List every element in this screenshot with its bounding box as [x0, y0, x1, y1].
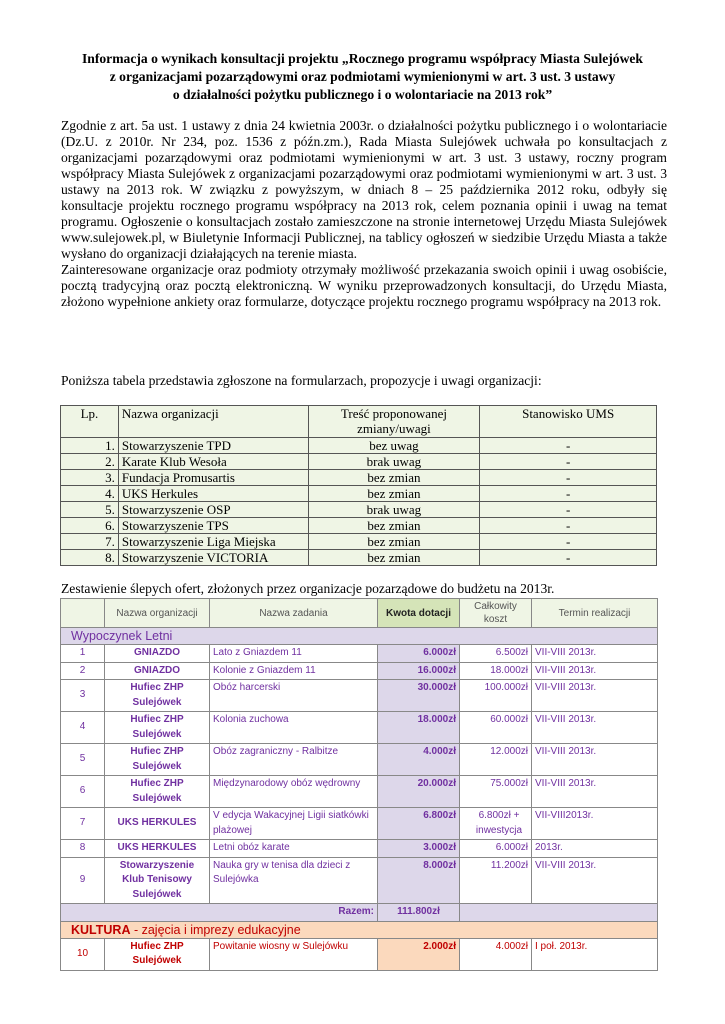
- table-row: [61, 502, 657, 518]
- table-row: [61, 518, 657, 534]
- cell-lp: 5: [61, 744, 105, 776]
- cell-koszt: 75.000zł: [460, 776, 532, 808]
- total-value: 111.800zł: [378, 904, 460, 922]
- header-lp: Lp.: [61, 406, 119, 438]
- cell-org: Karate Klub Wesoła: [118, 454, 308, 470]
- total-row: [61, 904, 658, 922]
- section-row: [61, 628, 658, 645]
- cell-lp: 8: [61, 840, 105, 858]
- title-line-1: Informacja o wynikach konsultacji projektu „Rocznego programu współpracy Miasta Sulejówek: [82, 51, 643, 66]
- table-row: [61, 857, 658, 904]
- total-label: Razem:: [61, 904, 378, 922]
- cell-koszt: 11.200zł: [460, 857, 532, 904]
- cell-lp: 2.: [61, 454, 119, 470]
- document-title: [40, 50, 685, 104]
- cell-termin: VII-VIII 2013r.: [532, 645, 658, 663]
- table-row: [61, 744, 658, 776]
- cell-kwota: 6.800zł: [378, 808, 460, 840]
- paragraph-2: Zainteresowane organizacje oraz podmioty otrzymały możliwość przekazania swoich opinii i uwag osobiście, pocztą tradycyjną oraz pocztą elektroniczną. W wyniku przeprowadzonych konsultacji, do Urzędu Miasta, złożono wypełnione ankiety oraz formularze, dotyczące projektu rocznego programu współpracy na 2013 rok.: [61, 262, 667, 309]
- total-empty: [460, 904, 658, 922]
- cell-lp: 10: [61, 938, 105, 970]
- cell-koszt: 6.500zł: [460, 645, 532, 663]
- cell-zadanie: V edycja Wakacyjnej Ligii siatkówki plażowej: [210, 808, 378, 840]
- cell-lp: 6: [61, 776, 105, 808]
- table-row: [61, 680, 658, 712]
- cell-termin: VII-VIII 2013r.: [532, 857, 658, 904]
- cell-org: Stowarzyszenie TPS: [118, 518, 308, 534]
- cell-stanowisko: -: [480, 502, 657, 518]
- cell-zadanie: Kolonia zuchowa: [210, 712, 378, 744]
- header-lp: [61, 599, 105, 628]
- cell-kwota: 30.000zł: [378, 680, 460, 712]
- cell-org: GNIAZDO: [105, 662, 210, 680]
- cell-tresc: bez zmian: [308, 486, 480, 502]
- section-title: Wypoczynek Letni: [61, 628, 658, 645]
- cell-tresc: brak uwag: [308, 502, 480, 518]
- cell-tresc: bez uwag: [308, 438, 480, 454]
- table1-intro: [61, 373, 667, 389]
- cell-org: UKS Herkules: [118, 486, 308, 502]
- cell-lp: 8.: [61, 550, 119, 566]
- cell-stanowisko: -: [480, 470, 657, 486]
- section-title: [61, 921, 658, 938]
- cell-lp: 5.: [61, 502, 119, 518]
- header-org: Nazwa organizacji: [118, 406, 308, 438]
- cell-org: Stowarzyszenie OSP: [118, 502, 308, 518]
- section-title-rest: - zajęcia i imprezy edukacyjne: [130, 922, 301, 937]
- cell-zadanie: Powitanie wiosny w Sulejówku: [210, 938, 378, 970]
- cell-org: Hufiec ZHP Sulejówek: [105, 776, 210, 808]
- cell-koszt: 100.000zł: [460, 680, 532, 712]
- cell-lp: 3.: [61, 470, 119, 486]
- table-header-row: [61, 406, 657, 438]
- cell-tresc: bez zmian: [308, 550, 480, 566]
- cell-termin: 2013r.: [532, 840, 658, 858]
- table-row: [61, 470, 657, 486]
- cell-zadanie: Obóz zagraniczny - Ralbitze: [210, 744, 378, 776]
- header-tresc: Treść proponowanej zmiany/uwagi: [308, 406, 480, 438]
- cell-lp: 1: [61, 645, 105, 663]
- section-title-bold: KULTURA: [71, 922, 131, 937]
- paragraph-3: Poniższa tabela przedstawia zgłoszone na formularzach, propozycje i uwagi organizacji:: [61, 373, 542, 388]
- section-row: [61, 921, 658, 938]
- table-row: [61, 808, 658, 840]
- cell-kwota: 6.000zł: [378, 645, 460, 663]
- cell-lp: 3: [61, 680, 105, 712]
- table-row: [61, 534, 657, 550]
- cell-stanowisko: -: [480, 534, 657, 550]
- cell-termin: VII-VIII 2013r.: [532, 662, 658, 680]
- cell-org: Stowarzyszenie VICTORIA: [118, 550, 308, 566]
- cell-termin: VII-VIII 2013r.: [532, 744, 658, 776]
- cell-lp: 7: [61, 808, 105, 840]
- cell-tresc: bez zmian: [308, 470, 480, 486]
- cell-termin: VII-VIII2013r.: [532, 808, 658, 840]
- offers-table: [60, 598, 658, 971]
- cell-tresc: bez zmian: [308, 518, 480, 534]
- cell-org: Stowarzyszenie TPD: [118, 438, 308, 454]
- cell-termin: VII-VIII 2013r.: [532, 776, 658, 808]
- cell-lp: 4.: [61, 486, 119, 502]
- cell-zadanie: Obóz harcerski: [210, 680, 378, 712]
- cell-org: UKS HERKULES: [105, 840, 210, 858]
- cell-org: UKS HERKULES: [105, 808, 210, 840]
- cell-zadanie: Międzynarodowy obóz wędrowny: [210, 776, 378, 808]
- cell-org: Hufiec ZHP Sulejówek: [105, 744, 210, 776]
- table-row: [61, 550, 657, 566]
- cell-termin: VII-VIII 2013r.: [532, 680, 658, 712]
- table-header-row: [61, 599, 658, 628]
- cell-tresc: bez zmian: [308, 534, 480, 550]
- cell-koszt: 6.000zł: [460, 840, 532, 858]
- cell-koszt: 60.000zł: [460, 712, 532, 744]
- cell-org: Fundacja Promusartis: [118, 470, 308, 486]
- cell-koszt: 4.000zł: [460, 938, 532, 970]
- table2-caption: Zestawienie ślepych ofert, złożonych przez organizacje pozarządowe do budżetu na 2013r.: [61, 581, 555, 596]
- table-row: [61, 486, 657, 502]
- cell-koszt: 18.000zł: [460, 662, 532, 680]
- cell-zadanie: Lato z Gniazdem 11: [210, 645, 378, 663]
- table-row: [61, 776, 658, 808]
- cell-termin: I poł. 2013r.: [532, 938, 658, 970]
- cell-org: Hufiec ZHP Sulejówek: [105, 712, 210, 744]
- title-line-3: o działalności pożytku publicznego i o wolontariacie na 2013 rok”: [172, 87, 553, 102]
- title-line-2: z organizacjami pozarządowymi oraz podmiotami wymienionymi w art. 3 ust. 3 ustawy: [109, 69, 616, 84]
- table-row: [61, 840, 658, 858]
- cell-tresc: brak uwag: [308, 454, 480, 470]
- cell-termin: VII-VIII 2013r.: [532, 712, 658, 744]
- cell-lp: 9: [61, 857, 105, 904]
- table-row: [61, 438, 657, 454]
- cell-stanowisko: -: [480, 550, 657, 566]
- cell-kwota: 16.000zł: [378, 662, 460, 680]
- intro-text: [61, 118, 667, 310]
- consultation-table: [60, 405, 657, 566]
- cell-lp: 6.: [61, 518, 119, 534]
- cell-lp: 7.: [61, 534, 119, 550]
- cell-stanowisko: -: [480, 518, 657, 534]
- cell-org: Stowarzyszenie Klub Tenisowy Sulejówek: [105, 857, 210, 904]
- cell-org: Stowarzyszenie Liga Miejska: [118, 534, 308, 550]
- cell-kwota: 2.000zł: [378, 938, 460, 970]
- header-kwota: Kwota dotacji: [378, 599, 460, 628]
- table-row: [61, 938, 658, 970]
- header-koszt: Całkowity koszt: [460, 599, 532, 628]
- cell-kwota: 3.000zł: [378, 840, 460, 858]
- cell-org: Hufiec ZHP Sulejówek: [105, 938, 210, 970]
- cell-lp: 1.: [61, 438, 119, 454]
- paragraph-1: Zgodnie z art. 5a ust. 1 ustawy z dnia 24 kwietnia 2003r. o działalności pożytku publicznego i o wolontariacie (Dz.U. z 2010r. Nr 234, poz. 1536 z późn.zm.), Rada Miasta Sulejówek uchwała po konsultacjach z organizacjami pozarządowymi oraz podmiotami wymienionymi w art. 3 ust. 3 ustawy, roczny program współpracy Miasta Sulejówek z organizacjami pozarządowymi oraz podmiotami wymienionymi w art. 3 ust. 3 ustawy na 2013 rok. W związku z powyższym, w dniach 8 – 25 października 2012 roku, odbyły się konsultacje projektu rocznego programu współpracy na 2013 rok, celem poznania opinii i uwag na temat programu. Ogłoszenie o konsultacjach zostało zamieszczone na stronie internetowej Urzędu Miasta Sulejówek www.sulejowek.pl, w Biuletynie Informacji Publicznej, na tablicy ogłoszeń w siedzibie Urzędu Miasta a także wysłano do organizacji działających na terenie miasta.: [61, 118, 667, 261]
- cell-kwota: 8.000zł: [378, 857, 460, 904]
- header-org: Nazwa organizacji: [105, 599, 210, 628]
- cell-org: Hufiec ZHP Sulejówek: [105, 680, 210, 712]
- table-row: [61, 662, 658, 680]
- header-stanowisko: Stanowisko UMS: [480, 406, 657, 438]
- cell-stanowisko: -: [480, 486, 657, 502]
- cell-kwota: 18.000zł: [378, 712, 460, 744]
- cell-zadanie: Letni obóz karate: [210, 840, 378, 858]
- cell-koszt: 6.800zł + inwestycja: [460, 808, 532, 840]
- cell-zadanie: Kolonie z Gniazdem 11: [210, 662, 378, 680]
- table-row: [61, 645, 658, 663]
- header-zadanie: Nazwa zadania: [210, 599, 378, 628]
- cell-stanowisko: -: [480, 438, 657, 454]
- cell-lp: 4: [61, 712, 105, 744]
- cell-stanowisko: -: [480, 454, 657, 470]
- cell-org: GNIAZDO: [105, 645, 210, 663]
- cell-lp: 2: [61, 662, 105, 680]
- cell-kwota: 20.000zł: [378, 776, 460, 808]
- cell-zadanie: Nauka gry w tenisa dla dzieci z Sulejówka: [210, 857, 378, 904]
- cell-kwota: 4.000zł: [378, 744, 460, 776]
- table-row: [61, 712, 658, 744]
- header-termin: Termin realizacji: [532, 599, 658, 628]
- cell-koszt: 12.000zł: [460, 744, 532, 776]
- table-row: [61, 454, 657, 470]
